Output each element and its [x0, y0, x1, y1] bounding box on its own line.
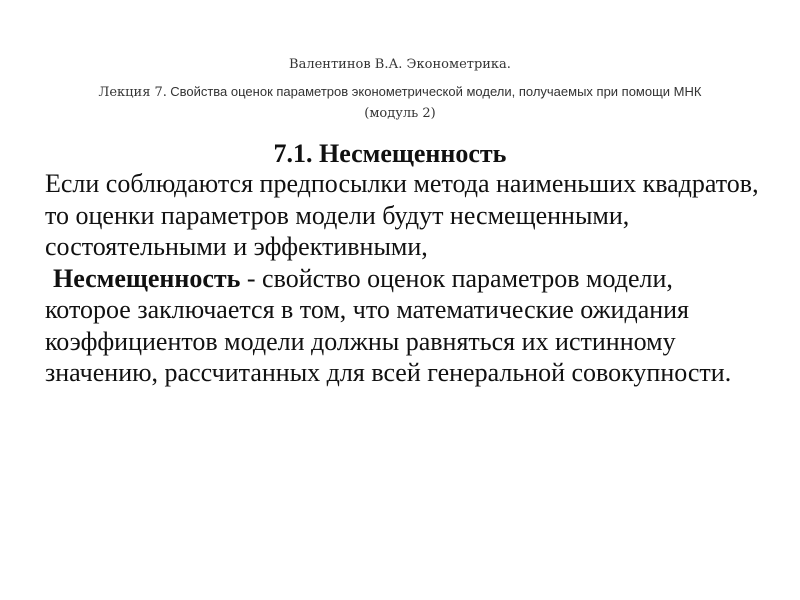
lecture-number: Лекция 7.: [98, 85, 167, 100]
lecture-title: Свойства оценок параметров эконометрической модели, получаемых при помощи МНК: [170, 84, 702, 99]
section-title: 7.1. Несмещенность: [273, 139, 507, 168]
lecture-header: [40, 82, 760, 124]
paragraph-definition: [45, 263, 765, 389]
module-label: (модуль 2): [364, 106, 436, 121]
definition-text: - свойство оценок параметров модели, которое заключается в том, что математические ожидания коэффициентов модели должны равняться их истинному значению, рассчитанных для всей генеральной совокупности.: [45, 263, 732, 387]
defined-term: Несмещенность: [53, 263, 241, 293]
paragraph-conditions: Если соблюдаются предпосылки метода наименьших квадратов, то оценки параметров модели будут несмещенными, состоятельными и эффективными,: [45, 169, 759, 261]
author-course-title: Валентинов В.А. Эконометрика.: [289, 57, 511, 72]
body-text: [45, 168, 765, 389]
